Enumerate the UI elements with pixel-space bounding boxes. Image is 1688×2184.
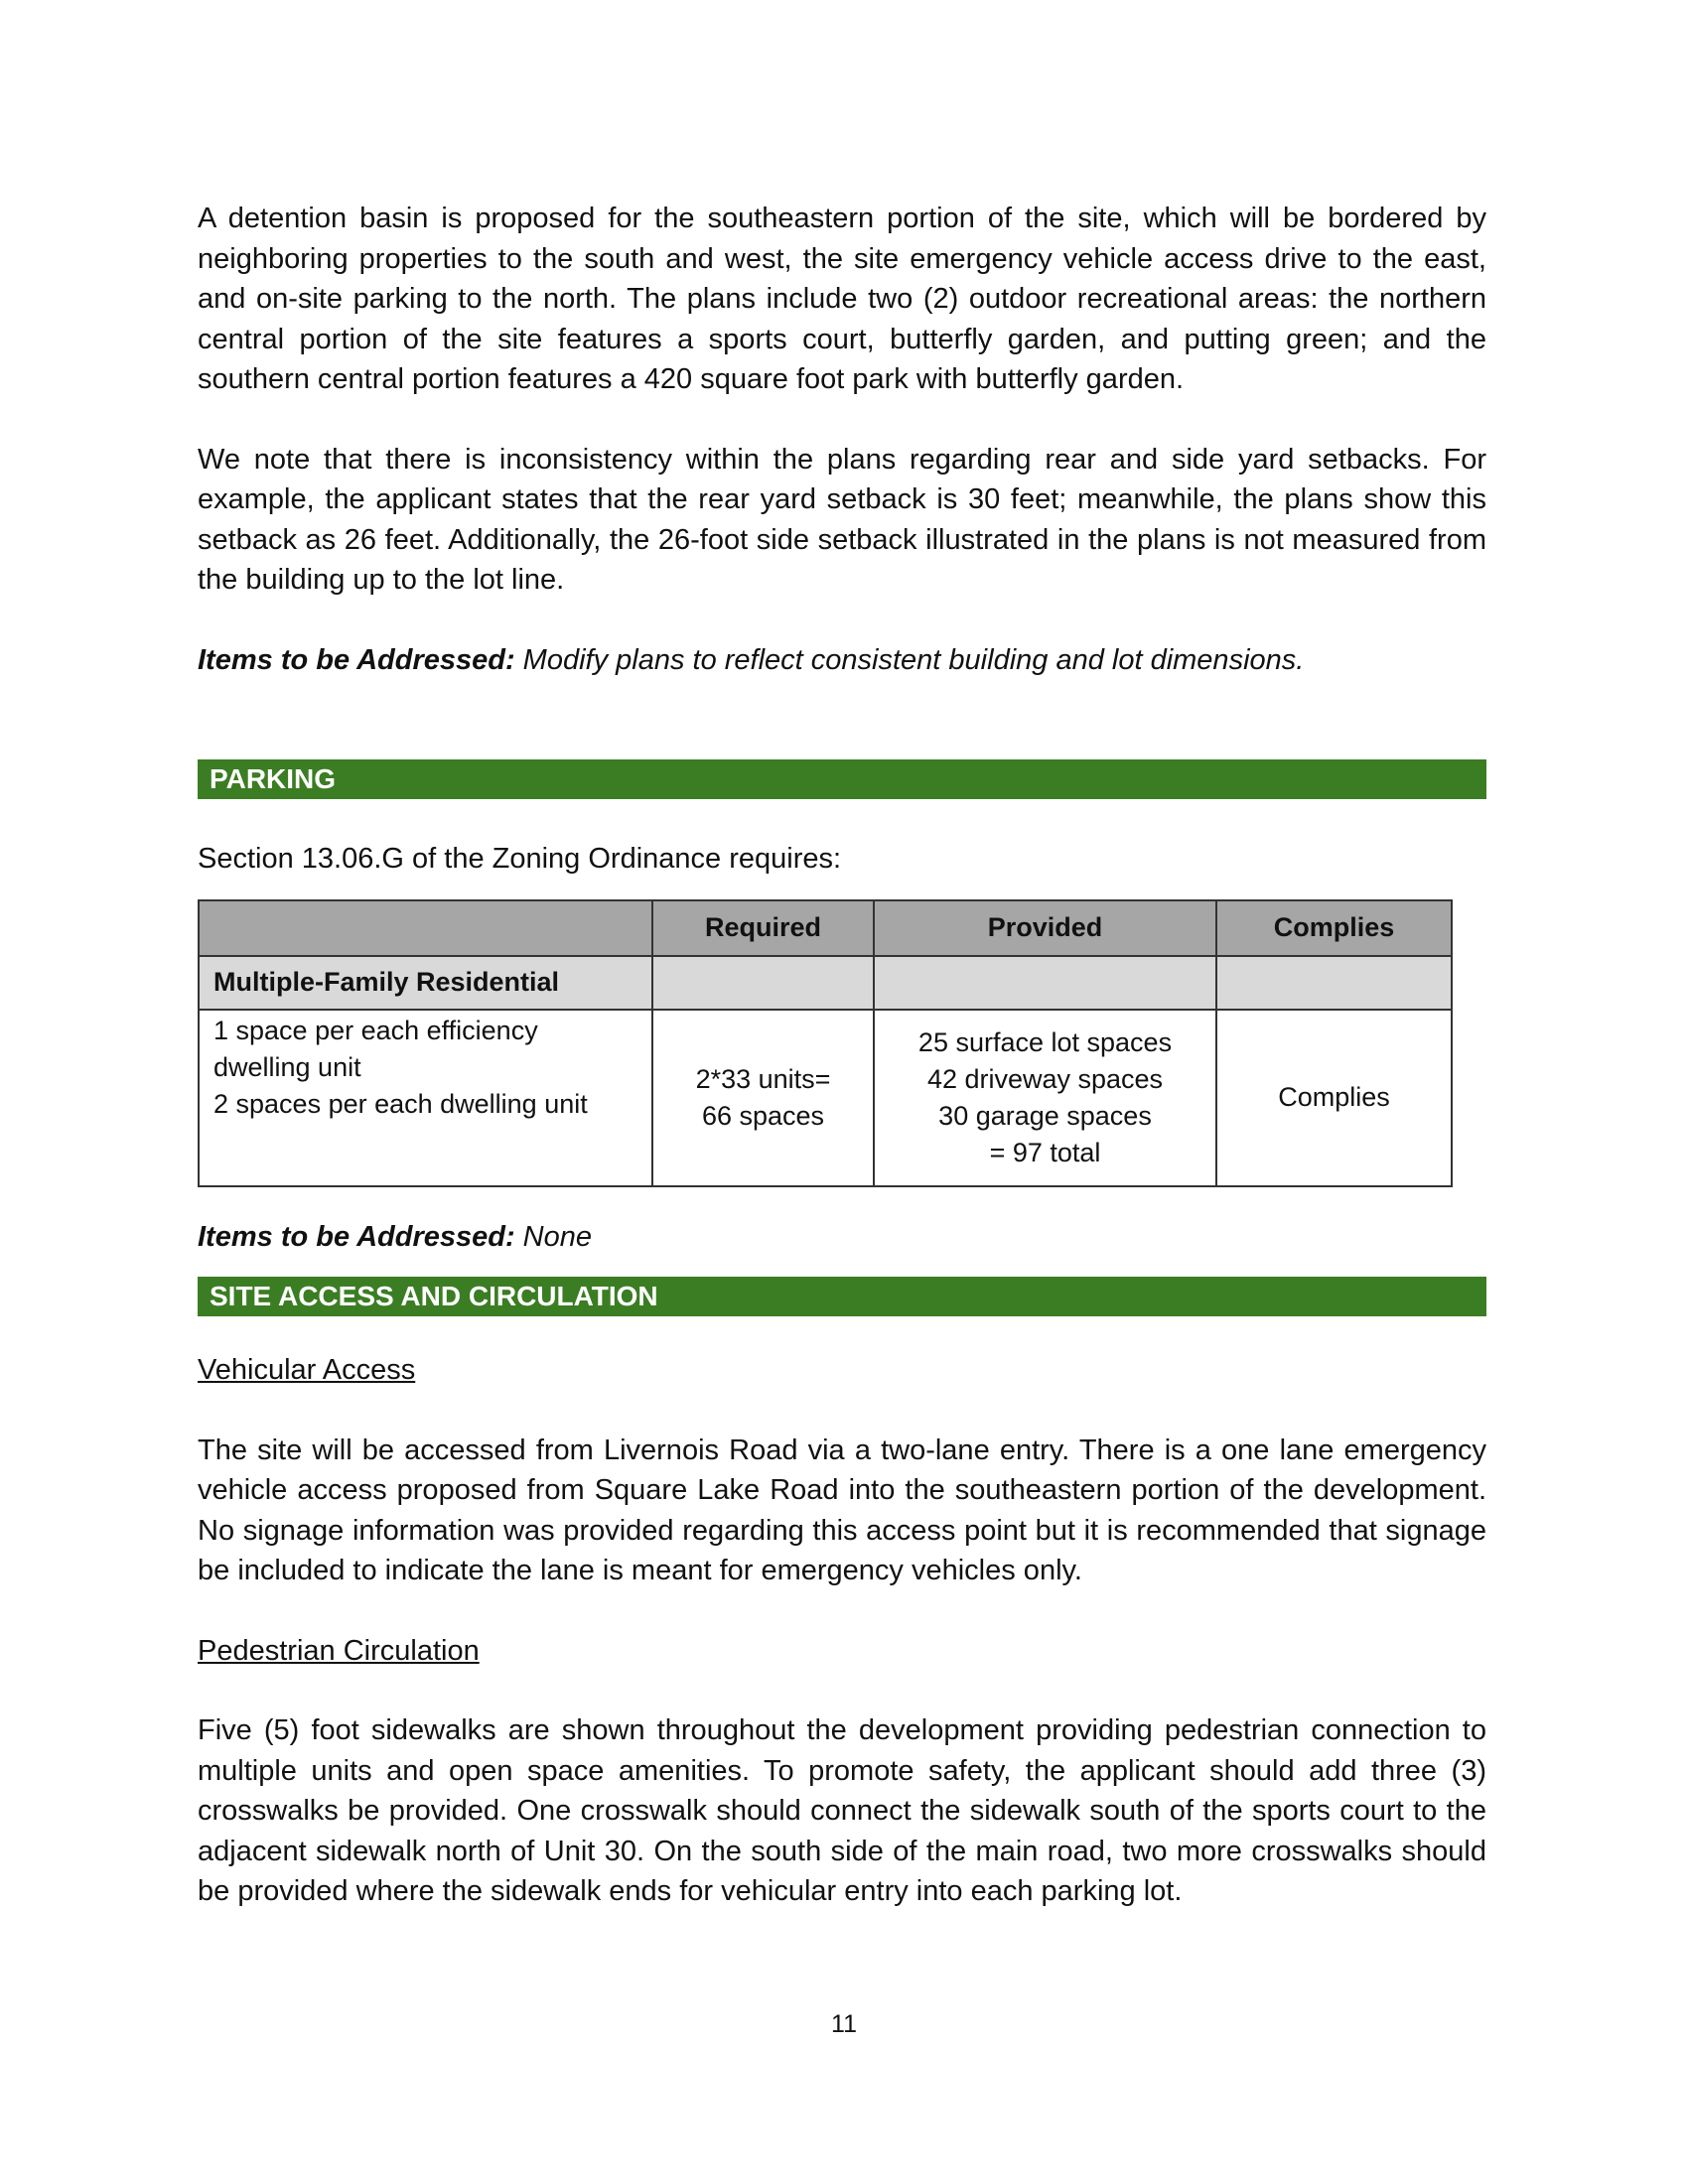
parking-intro: Section 13.06.G of the Zoning Ordinance requires: — [198, 843, 842, 875]
pedestrian-circulation-heading: Pedestrian Circulation — [198, 1634, 480, 1667]
items-label: Items to be Addressed: — [198, 1220, 515, 1253]
pedestrian-circulation-paragraph: Five (5) foot sidewalks are shown throughout the development providing pedestrian connection to multiple units and open space amenities. To promote safety, the applicant should add three (3) crosswalks be provided. One crosswalk should connect the sidewalk south of the sports court to the adjacent sidewalk north of Unit 30. On the south side of the main road, two more crosswalks should be provided where the sidewalk ends for vehicular entry into each parking lot. — [198, 1714, 1486, 1907]
header-provided: Provided — [874, 900, 1216, 956]
table-row — [199, 1010, 1452, 1186]
items-to-address-parking — [198, 1217, 1486, 1258]
page-number: 11 — [831, 2010, 857, 2038]
detention-basin-paragraph: A detention basin is proposed for the southeastern portion of the site, which will be bordered by neighboring properties to the south and west, the site emergency vehicle access drive to the east, and on-site parking to the north. The plans include two (2) outdoor recreational areas: the northern central portion of the site features a sports court, butterfly garden, and putting green; and the southern central portion features a 420 square foot park with butterfly garden. — [198, 203, 1486, 395]
items-label: Items to be Addressed: — [198, 643, 515, 676]
items-text: None — [514, 1220, 592, 1253]
setback-paragraph: We note that there is inconsistency within the plans regarding rear and side yard setbacks. For example, the applicant states that the rear yard setback is 30 feet; meanwhile, the plans show this setback as 26 feet. Additionally, the 26-foot side setback illustrated in the plans is not measured from the building up to the lot line. — [198, 443, 1486, 596]
vehicular-access-heading: Vehicular Access — [198, 1354, 416, 1386]
items-text: Modify plans to reflect consistent building and lot dimensions. — [514, 643, 1305, 676]
required-value: 2*33 units= 66 spaces — [652, 1010, 874, 1186]
document-body — [198, 199, 1486, 1912]
category-label: Multiple-Family Residential — [199, 956, 652, 1010]
category-row — [199, 956, 1452, 1010]
site-access-section-heading: SITE ACCESS AND CIRCULATION — [198, 1277, 1486, 1316]
items-to-address-setbacks — [198, 640, 1486, 681]
requirement-description: 1 space per each efficiency dwelling unit 2 spaces per each dwelling unit — [199, 1010, 652, 1186]
provided-value: 25 surface lot spaces 42 driveway spaces 30 garage spaces = 97 total — [874, 1010, 1216, 1186]
header-required: Required — [652, 900, 874, 956]
parking-section-heading: PARKING — [198, 759, 1486, 799]
vehicular-access-paragraph: The site will be accessed from Livernois Road via a two-lane entry. There is a one lane emergency vehicle access proposed from Square Lake Road into the southeastern portion of the development. No signage information was provided regarding this access point but it is recommended that signage be included to indicate the lane is meant for emergency vehicles only. — [198, 1433, 1486, 1586]
complies-value: Complies — [1216, 1010, 1452, 1186]
parking-requirements-table — [198, 899, 1453, 1187]
table-header-row — [199, 900, 1452, 956]
header-complies: Complies — [1216, 900, 1452, 956]
header-blank — [199, 900, 652, 956]
